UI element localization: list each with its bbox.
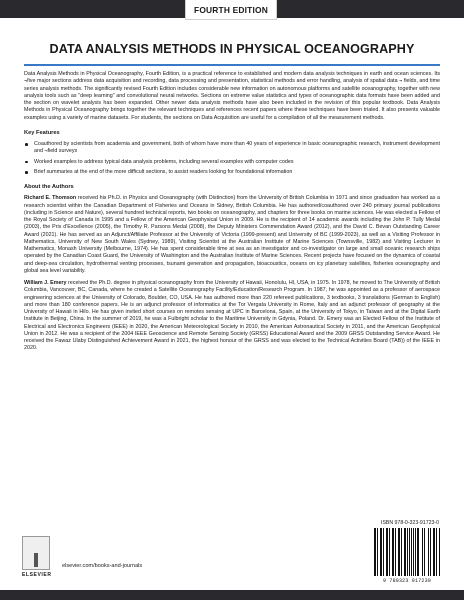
- book-title: DATA ANALYSIS METHODS IN PHYSICAL OCEANOGRAPHY: [49, 42, 415, 56]
- feature-item: Brief summaries at the end of the more difficult sections, to assist readers looking for foundational information: [24, 169, 440, 176]
- author-bio-text: received his Ph.D. in Physics and Oceanography (with Distinction) from the University of British Columbia in 1971 and since graduation has worked as a research scientist within the Canadian Department of Fisheries and Oceans in Sidney, British Columbia. He has authored/coauthored over 240 primary journal publications (including in Science and Nature), several hundred technical reports, two books on oceanography, and chapters for three books on marine sciences. He was elected a Fellow of the Royal Society of Canada in 1995 and a Fellow of the American Geophysical Union in 2009. He is the recipient of 14 academic awards including the John P. Tully Medal (2003), the Prix d'Excellence (2005), the Timothy R. Parsons Medal (2008), the Deputy Ministers Commendation Award (2012), and the David C. Bevan Outstanding Career Award (2021). He has served as an Adjunct/Affiliate Professor at the University of Victoria (1999-present) and University of BC (1999-2023), as well as a Visiting Professor in Mathematics, University of New South Wales (Sydney, 1989), Visiting Scientist at the Australian Institute of Marine Sciences (Townsville, 1982) and Visiting Lecturer in Mathematics, Monash University (Melbourne, 1974). He has spent considerable time at sea as an investigator and co-investigator on large and small oceanic research ships operated by the Canadian Coast Guard, the University of Washington and the Australian Institute of Marine Sciences. Recent projects have focused on the dynamics of coastal and deep-sea circulation, hydrothermal venting processes, tsunami generation and propagation, bioacoustics, oceans on icy planetary satellites, fisheries oceanography and global sea level variability.: [24, 195, 440, 274]
- barcode-bar: [399, 528, 400, 576]
- key-features-heading: Key Features: [24, 129, 60, 136]
- barcode-bar: [375, 528, 376, 576]
- back-cover-content: [24, 71, 440, 358]
- barcode-bar: [424, 528, 425, 576]
- barcode-bar: [428, 528, 429, 576]
- author-name: William J. Emery: [24, 280, 67, 286]
- bottom-dark-band: [0, 590, 464, 600]
- book-description: Data Analysis Methods in Physical Oceanography, Fourth Edition, is a practical reference to established and modern data analysis techniques in earth and ocean sciences. Its ¬five major sections address data acquisition and recording, data processing and presentation, statistical methods and error handling, analysis of spatial data ¬ fields, and time series analysis methods. The significantly revised Fourth Edition includes considerable new information on autonomous platforms and satellite oceanography, together with new analysis tools such as "deep learning" and convolutional neural networks. Sections on extreme value statistics and types of oceanographic data formats have been added and the section on wavelet analysis has been expanded. Other newer data analysis methods have also been included in the revision of this popular textbook. Data Analysis Methods in Physical Oceanography brings together the relevant techniques and references recent papers where these techniques have been trialed. It also presents valuable examples using a variety of marine datasets. For students, the sections on Data Acquisition are useful for a compilation of all the measurement methods.: [24, 71, 440, 121]
- barcode-bar: [393, 528, 394, 576]
- author-name: Richard E. Thomson: [24, 195, 77, 202]
- publisher-logo-text: ELSEVIER: [22, 572, 52, 578]
- barcode-bar: [381, 528, 382, 576]
- author-bio-text: received the Ph.D. degree in physical oceanography from the University of Hawaii, Honolulu, HI, USA, in 1975. In 1978, he moved to The University of British Columbia, Vancouver, BC, Canada, where he created a Satellite Oceanography Facility/Education/Research Program. In 1987, he was appointed as a professor of aerospace engineering sciences at the University of Colorado, Boulder, CO, USA. He has authored more than 220 refereed publications, 3 textbooks, 3 translations (German to English) and more than 180 conference papers. He is an adjunct professor of informatics at the Tor Vergata University in Rome, Italy and an adjunct professor of geography at the University of Hawaii in Hilo. He has given invited short courses on remotes sensing at UPC in Barcelona, Spain, at the University of Tokyo, in Taiwan and at the Digital Earth Institute in Beijing, China. In the summer of 2019, he was a Fulbright scholar to the Maritime University in Gdynia, Poland. Dr. Emery was an Elected Fellow of the Institute of Electrical and Electronics Engineers (IEEE) in 2020, the American Meteorological Society in 2010, the American Astronautical Society in 2011, and the American Geophysical Union in 2012. He was a recipient of the 2004 IEEE Geoscience and Remote Sensing Society (GRSS) Educational Award and the 2009 GRSS Outstanding Service Award. He received the Fawaz Ulaby Distinguished Achievement Award in 2021, the highest honour of the GRSS and was elected to the Technical Activities Board (TAB)) of the IEEE in 2020.: [24, 280, 440, 352]
- barcode-bar: [434, 528, 435, 576]
- elsevier-logo: [22, 536, 50, 582]
- key-features-list: [24, 141, 440, 176]
- isbn-label: ISBN 978-0-323-91723-0: [381, 520, 439, 526]
- barcode-bars: [374, 528, 440, 576]
- about-authors-heading: About the Authors: [24, 184, 74, 190]
- feature-item: Coauthored by scientists from academia and government, both of whom have more than 40 years of experience in basic oceanographic research, instrument development and ¬field surveys: [24, 141, 440, 156]
- barcode: [372, 528, 442, 588]
- tree-icon: [22, 536, 50, 570]
- author-bio-thomson: [24, 195, 440, 275]
- title-divider: [24, 64, 440, 66]
- edition-label: FOURTH EDITION: [185, 0, 277, 20]
- publisher-link[interactable]: elsevier.com/books-and-journals: [62, 563, 143, 569]
- barcode-number: 9 780323 917230: [382, 578, 431, 584]
- feature-item: Worked examples to address typical data analysis problems, including several examples with computer codes: [24, 159, 440, 166]
- barcode-bar: [405, 528, 406, 576]
- barcode-bar: [418, 528, 419, 576]
- author-bio-emery: [24, 280, 440, 353]
